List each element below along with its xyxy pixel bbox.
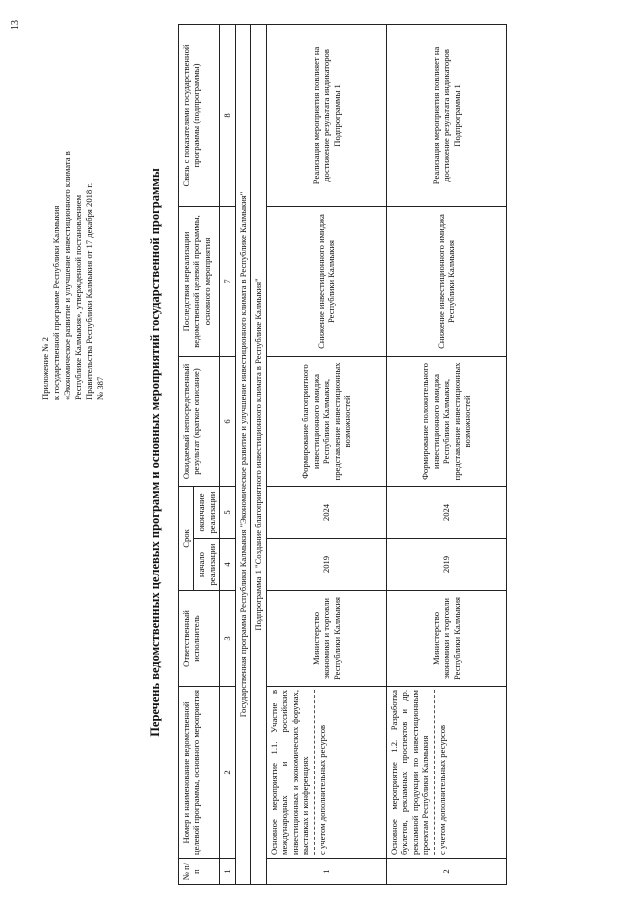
column-number: 8 (220, 24, 235, 206)
row-result: Формирование благоприятного инвестиционного имиджа Республики Калмыкия, представление инвестиционных возможностей (266, 356, 386, 486)
appendix-line: Приложение № 2 (40, 337, 50, 400)
header-start: начало реализации (194, 539, 220, 591)
row-divider (314, 690, 315, 855)
row-num: 1 (266, 859, 386, 885)
row-consequences: Снижение инвестиционного имиджа Республики Калмыкия (386, 206, 506, 356)
row-link: Реализация мероприятия повлияет на достижение результата индикаторов Подпрограммы 1 (386, 24, 506, 206)
column-number: 5 (220, 486, 235, 538)
appendix-line: № 387 (94, 376, 105, 400)
table-row (266, 24, 386, 884)
header-end: окончание реализации (194, 486, 220, 538)
row-consequences: Снижение инвестиционного имиджа Республики Калмыкия (266, 206, 386, 356)
appendix-line: Республике Калмыкия», утвержденной постановлением (72, 194, 83, 400)
table-row (386, 24, 506, 884)
header-period: Срок (179, 486, 194, 590)
appendix-line: к государственной программе Республики Калмыкия (50, 205, 61, 400)
subprogram-title: Подпрограмма 1 "Создание благоприятного инвестиционного климата в Республике Калмыкия" (251, 24, 266, 884)
row-note: с учетом дополнительных ресурсов (316, 724, 327, 855)
row-executor: Министерство экономики и торговли Республики Калмыкия (266, 591, 386, 687)
row-num: 2 (386, 859, 506, 885)
header-row (179, 24, 194, 884)
row-start: 2019 (386, 539, 506, 591)
row-name: Основное мероприятие 1.1. Участие в международных и российских инвестиционных и экономических форумах, выставках и конференциях (268, 690, 311, 855)
row-link: Реализация мероприятия повлияет на достижение результата индикаторов Подпрограммы 1 (266, 24, 386, 206)
appendix-line: Правительства Республики Калмыкия от 17 декабря 2018 г. (83, 182, 94, 400)
row-name-cell (266, 687, 386, 859)
row-executor: Министерство экономики и торговли Республики Калмыкия (386, 591, 506, 687)
row-name: Основное мероприятие 1.2. Разработка буклетов, рекламных проспектов и др. рекламной продукции по инвестиционным проектам Республики Калмыкия (388, 690, 431, 855)
row-result: Формирование положительного инвестиционного имиджа Республики Калмыкия, представление инвестиционных возможностей (386, 356, 506, 486)
document-title: Перечень ведомственных целевых программ и основных мероприятий государственной программы (148, 168, 162, 737)
column-number-row (220, 24, 235, 884)
page-number: 13 (10, 20, 21, 30)
appendix-line: «Экономическое развитие и улучшение инвестиционного климата в (61, 151, 72, 400)
column-number: 4 (220, 539, 235, 591)
row-end: 2024 (386, 486, 506, 538)
row-divider (434, 690, 435, 855)
appendix-note (40, 20, 105, 400)
program-row (235, 24, 250, 884)
header-name: Номер и наименование ведомственной целевой программы, основного мероприятия (179, 687, 220, 859)
subprogram-row (251, 24, 266, 884)
column-number: 1 (220, 859, 235, 885)
header-result: Ожидаемый непосредственный результат (краткое описание) (179, 356, 220, 486)
column-number: 7 (220, 206, 235, 356)
column-number: 6 (220, 356, 235, 486)
program-title: Государственная программа Республики Калмыкия "Экономическое развитие и улучшение инвестиционного климата в Республике Калмыкия" (235, 24, 250, 884)
header-executor: Ответственный исполнитель (179, 591, 220, 687)
row-start: 2019 (266, 539, 386, 591)
column-number: 3 (220, 591, 235, 687)
row-end: 2024 (266, 486, 386, 538)
header-num: № п/п (179, 859, 220, 885)
row-name-cell (386, 687, 506, 859)
header-link: Связь с показателями государственной программы (подпрограммы) (179, 24, 220, 206)
column-number: 2 (220, 687, 235, 859)
programs-table (178, 24, 507, 885)
header-consequences: Последствия нереализации ведомственной целевой программы, основного мероприятия (179, 206, 220, 356)
row-note: с учетом дополнительных ресурсов (436, 724, 447, 855)
